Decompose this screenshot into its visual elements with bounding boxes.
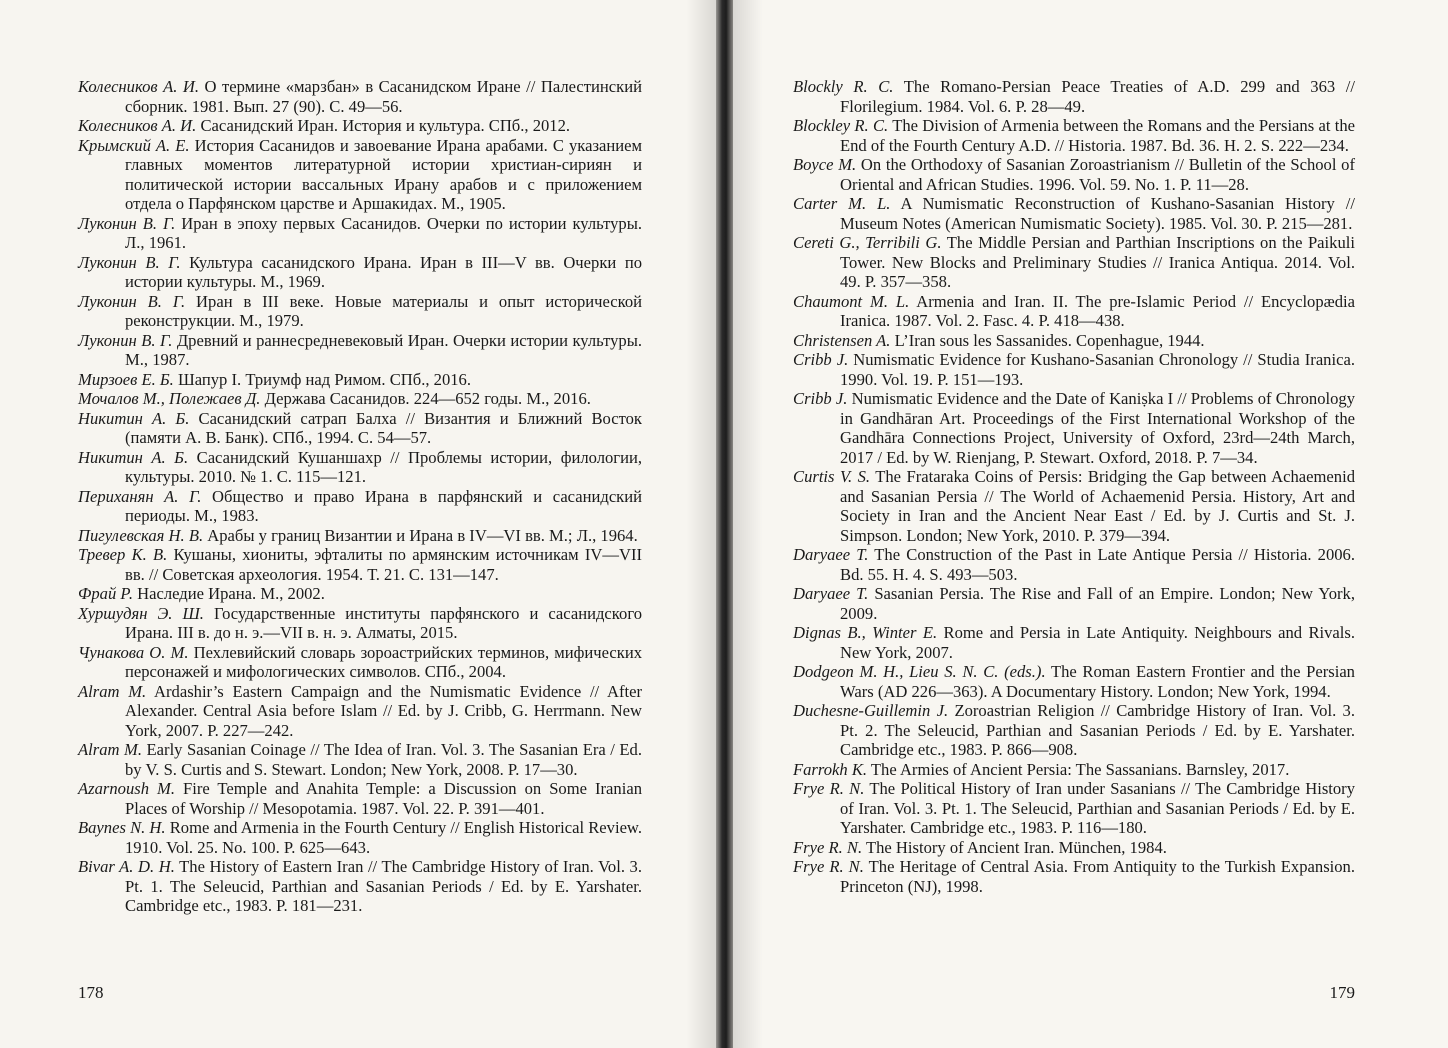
entry-text: The History of Ancient Iran. München, 1984. (862, 837, 1167, 857)
entry-text: Numismatic Evidence and the Date of Kaniṣka I // Problems of Chronology in Gandhāran Art. Proceedings of the First International Workshop of the Gandhāra Connections Project, University of Oxford, 23rd—24th March, 2017 / Ed. by W. Rienjang, P. Stewart. Oxford, 2018. P. 7—34. (840, 389, 1355, 467)
bibliography-entry (78, 292, 642, 331)
entry-author: Frye R. N. (793, 779, 865, 798)
entry-text: Пехлевийский словарь зороастрийских терминов, мифических персонажей и мифологических символов. СПб., 2004. (125, 642, 643, 681)
entry-text: Культура сасанидского Ирана. Иран в III—V вв. Очерки по истории культуры. М., 1969. (125, 252, 642, 291)
entry-author: Cereti G., Terribili G. (793, 233, 942, 252)
entry-author: Луконин В. Г. (78, 330, 173, 350)
entry-text: Armenia and Iran. II. The pre-Islamic Period // Encyclopædia Iranica. 1987. Vol. 2. Fasc. 4. P. 418—438. (840, 291, 1355, 330)
entry-text: The Romano-Persian Peace Treaties of A.D. 299 and 363 // Florilegium. 1984. Vol. 6. P. 28—49. (840, 77, 1355, 116)
entry-author: Мирзоев Е. Б. (78, 369, 174, 389)
entry-author: Фрай Р. (78, 584, 134, 603)
entry-author: Dodgeon M. H., Lieu S. N. C. (eds.). (793, 662, 1046, 681)
bibliography-entry (78, 487, 642, 526)
bibliography-entry (793, 584, 1355, 623)
entry-author: Blockley R. C. (793, 116, 889, 135)
entry-author: Cribb J. (793, 350, 849, 369)
bibliography-entry (78, 604, 642, 643)
entry-text: Rome and Armenia in the Fourth Century // English Historical Review. 1910. Vol. 25. No. 100. P. 625—643. (125, 818, 642, 857)
entry-text: Fire Temple and Anahita Temple: a Discussion on Some Iranian Places of Worship // Mesopotamia. 1987. Vol. 22. P. 391—401. (125, 779, 642, 818)
bibliography-entry (78, 526, 642, 546)
bibliography-entry (78, 77, 642, 116)
entry-author: Колесников А. И. (78, 77, 199, 96)
entry-text: The History of Eastern Iran // The Cambridge History of Iran. Vol. 3. Pt. 1. The Seleucid, Parthian and Sasanian Periods / Ed. by E. Yarshater. Cambridge etc., 1983. P. 181—231. (125, 857, 643, 915)
bibliography-entry (793, 194, 1355, 233)
bibliography-entry (78, 818, 642, 857)
bibliography-entry (793, 233, 1355, 292)
right-bibliography-list (793, 77, 1355, 896)
entry-text: Сасанидский сатрап Балха // Византия и Ближний Восток (памяти А. В. Банк). СПб., 1994. С. 54—57. (125, 408, 642, 447)
bibliography-entry (793, 857, 1355, 896)
entry-author: Чунакова О. М. (78, 642, 189, 662)
bibliography-entry (793, 545, 1355, 584)
entry-text: Государственные институты парфянского и сасанидского Ирана. III в. до н. э.—VII в. н. э. Алматы, 2015. (125, 603, 643, 642)
entry-author: Bivar A. D. H. (78, 857, 175, 876)
bibliography-entry (78, 740, 642, 779)
entry-author: Daryaee T. (793, 584, 869, 603)
entry-author: Curtis V. S. (793, 467, 871, 486)
right-page-number: 179 (1329, 983, 1355, 1002)
bibliography-entry (793, 292, 1355, 331)
bibliography-entry (793, 116, 1355, 155)
entry-text: Шапур I. Триумф над Римом. СПб., 2016. (173, 369, 471, 389)
bibliography-entry (78, 389, 642, 409)
bibliography-entry (793, 623, 1355, 662)
entry-author: Никитин А. Б. (78, 447, 189, 467)
entry-text: Rome and Persia in Late Antiquity. Neighbours and Rivals. New York, 2007. (840, 623, 1355, 662)
entry-author: Крымский А. Е. (78, 135, 190, 155)
entry-author: Колесников А. И. (78, 116, 197, 135)
bibliography-entry (793, 701, 1355, 760)
entry-text: The Political History of Iran under Sasanians // The Cambridge History of Iran. Vol. 3. Pt. 1. The Seleucid, Parthian and Sasanian Periods / Ed. by E. Yarshater. Cambridge etc., 1983. P. 116—180. (840, 779, 1356, 837)
entry-text: A Numismatic Reconstruction of Kushano-Sasanian History // Museum Notes (American Numismatic Society). 1985. Vol. 30. P. 215—281. (840, 194, 1355, 233)
entry-text: Арабы у границ Византии и Ирана в IV—VI вв. М.; Л., 1964. (203, 525, 638, 545)
entry-text: Zoroastrian Religion // Cambridge History of Iran. Vol. 3. Pt. 2. The Seleucid, Parthian and Sasanian Periods / Ed. by E. Yarshater. Cambridge etc., 1983. P. 866—908. (840, 701, 1355, 759)
entry-text: О термине «марзбан» в Сасанидском Иране // Палестинский сборник. 1981. Вып. 27 (90). С. 49—56. (125, 77, 642, 116)
bibliography-entry (78, 545, 642, 584)
entry-author: Пигулевская Н. В. (78, 525, 204, 545)
entry-author: Cribb J. (793, 389, 848, 408)
entry-author: Frye R. N. (793, 837, 863, 857)
bibliography-entry (78, 779, 642, 818)
entry-author: Carter M. L. (793, 194, 891, 213)
entry-author: Christensen A. (793, 330, 891, 350)
bibliography-entry (793, 467, 1355, 545)
bibliography-entry (78, 584, 642, 604)
entry-text: The Middle Persian and Parthian Inscriptions on the Paikuli Tower. New Blocks and Preliminary Studies // Iranica Antiqua. 2014. Vol. 49. P. 357—358. (840, 233, 1355, 291)
bibliography-entry (793, 662, 1355, 701)
bibliography-entry (793, 350, 1355, 389)
bibliography-entry (78, 682, 642, 741)
entry-author: Frye R. N. (793, 857, 864, 876)
entry-author: Тревер К. В. (78, 545, 168, 564)
bibliography-entry (793, 331, 1355, 351)
entry-text: Early Sasanian Coinage // The Idea of Iran. Vol. 3. The Sasanian Era / Ed. by V. S. Curtis and S. Stewart. London; New York, 2008. P. 17—30. (125, 740, 642, 779)
entry-text: The Roman Eastern Frontier and the Persian Wars (AD 226—363). A Documentary History. London; New York, 1994. (840, 662, 1355, 701)
entry-text: Ardashir’s Eastern Campaign and the Numismatic Evidence // After Alexander. Central Asia before Islam // Ed. by J. Cribb, G. Herrmann. New York, 2007. P. 227—242. (125, 681, 642, 740)
entry-text: Древний и раннесредневековый Иран. Очерки истории культуры. М., 1987. (125, 330, 642, 369)
entry-author: Duchesne-Guillemin J. (793, 701, 949, 720)
left-bibliography-list (78, 77, 642, 916)
entry-text: Сасанидский Кушаншахр // Проблемы истории, филологии, культуры. 2010. № 1. С. 115—121. (125, 447, 642, 486)
right-page (733, 0, 1448, 1048)
entry-author: Azarnoush M. (78, 779, 175, 798)
bibliography-entry (793, 760, 1355, 780)
bibliography-entry (78, 214, 642, 253)
entry-author: Периханян А. Г. (78, 486, 202, 506)
entry-text: История Сасанидов и завоевание Ирана арабами. С указанием главных моментов литературной истории христиан-сириян и политической истории вассальных Ирану арабов и с приложением отдела о Парфянском царстве и Аршакидах. М., 1905. (125, 135, 642, 213)
bibliography-entry (793, 155, 1355, 194)
bibliography-entry (793, 389, 1355, 467)
entry-author: Мочалов М., Полежаев Д. (78, 389, 261, 408)
entry-text: The Division of Armenia between the Romans and the Persians at the End of the Fourth Century A.D. // Historia. 1987. Bd. 36. H. 2. S. 222—234. (840, 116, 1355, 155)
entry-text: Кушаны, хиониты, эфталиты по армянским источникам IV—VII вв. // Советская археология. 1954. Т. 21. С. 131—147. (125, 545, 643, 584)
entry-text: Иран в эпоху первых Сасанидов. Очерки по истории культуры. Л., 1961. (125, 213, 642, 252)
entry-author: Blockly R. C. (793, 77, 894, 96)
entry-text: Иран в III веке. Новые материалы и опыт исторической реконструкции. М., 1979. (125, 291, 643, 330)
entry-text: Наследие Ирана. М., 2002. (133, 584, 325, 603)
entry-author: Луконин В. Г. (78, 291, 186, 311)
entry-text: The Armies of Ancient Persia: The Sassanians. Barnsley, 2017. (867, 759, 1290, 779)
entry-author: Хуршудян Э. Ш. (78, 603, 204, 623)
entry-author: Chaumont M. L. (793, 291, 910, 311)
bibliography-entry (793, 779, 1355, 838)
entry-author: Луконин В. Г. (78, 213, 176, 233)
bibliography-entry (78, 136, 642, 214)
entry-author: Alram M. (78, 740, 142, 759)
entry-text: On the Orthodoxy of Sasanian Zoroastrianism // Bulletin of the School of Oriental and African Studies. 1996. Vol. 59. No. 1. P. 11—28. (840, 155, 1355, 194)
entry-author: Луконин В. Г. (78, 252, 181, 272)
bibliography-entry (78, 409, 642, 448)
bibliography-entry (793, 838, 1355, 858)
entry-text: Numismatic Evidence for Kushano-Sasanian Chronology // Studia Iranica. 1990. Vol. 19. P. 151—193. (840, 350, 1355, 389)
entry-text: L’Iran sous les Sassanides. Copenhague, 1944. (890, 330, 1205, 350)
bibliography-entry (78, 448, 642, 487)
bibliography-entry (78, 331, 642, 370)
left-page (0, 0, 716, 1048)
entry-author: Никитин А. Б. (78, 408, 190, 428)
entry-author: Farrokh K. (793, 759, 868, 779)
entry-text: Держава Сасанидов. 224—652 годы. М., 2016. (260, 389, 591, 408)
entry-author: Daryaee T. (793, 545, 869, 564)
entry-text: The Construction of the Past in Late Antique Persia // Historia. 2006. Bd. 55. H. 4. S. 493—503. (840, 545, 1355, 584)
bibliography-entry (78, 857, 642, 916)
bibliography-entry (78, 643, 642, 682)
entry-text: The Heritage of Central Asia. From Antiquity to the Turkish Expansion. Princeton (NJ), 1998. (840, 857, 1356, 896)
entry-text: The Frataraka Coins of Persis: Bridging the Gap between Achaemenid and Sasanian Persia // The World of Achaemenid Persia. History, Art and Society in Iran and the Ancient Near East / Ed. by J. Curtis and St. J. Simpson. London; New York, 2010. P. 379—394. (840, 467, 1355, 545)
entry-author: Boyce M. (793, 155, 857, 174)
entry-text: Sasanian Persia. The Rise and Fall of an Empire. London; New York, 2009. (840, 584, 1355, 623)
bibliography-entry (793, 77, 1355, 116)
book-gutter (716, 0, 733, 1048)
bibliography-entry (78, 370, 642, 390)
entry-text: Общество и право Ирана в парфянский и сасанидский периоды. М., 1983. (125, 486, 643, 525)
bibliography-entry (78, 116, 642, 136)
entry-author: Baynes N. H. (78, 818, 166, 837)
entry-author: Alram M. (78, 681, 147, 701)
left-page-number: 178 (78, 983, 104, 1002)
entry-text: Сасанидский Иран. История и культура. СПб., 2012. (196, 116, 571, 135)
bibliography-entry (78, 253, 642, 292)
entry-author: Dignas B., Winter E. (793, 623, 938, 642)
